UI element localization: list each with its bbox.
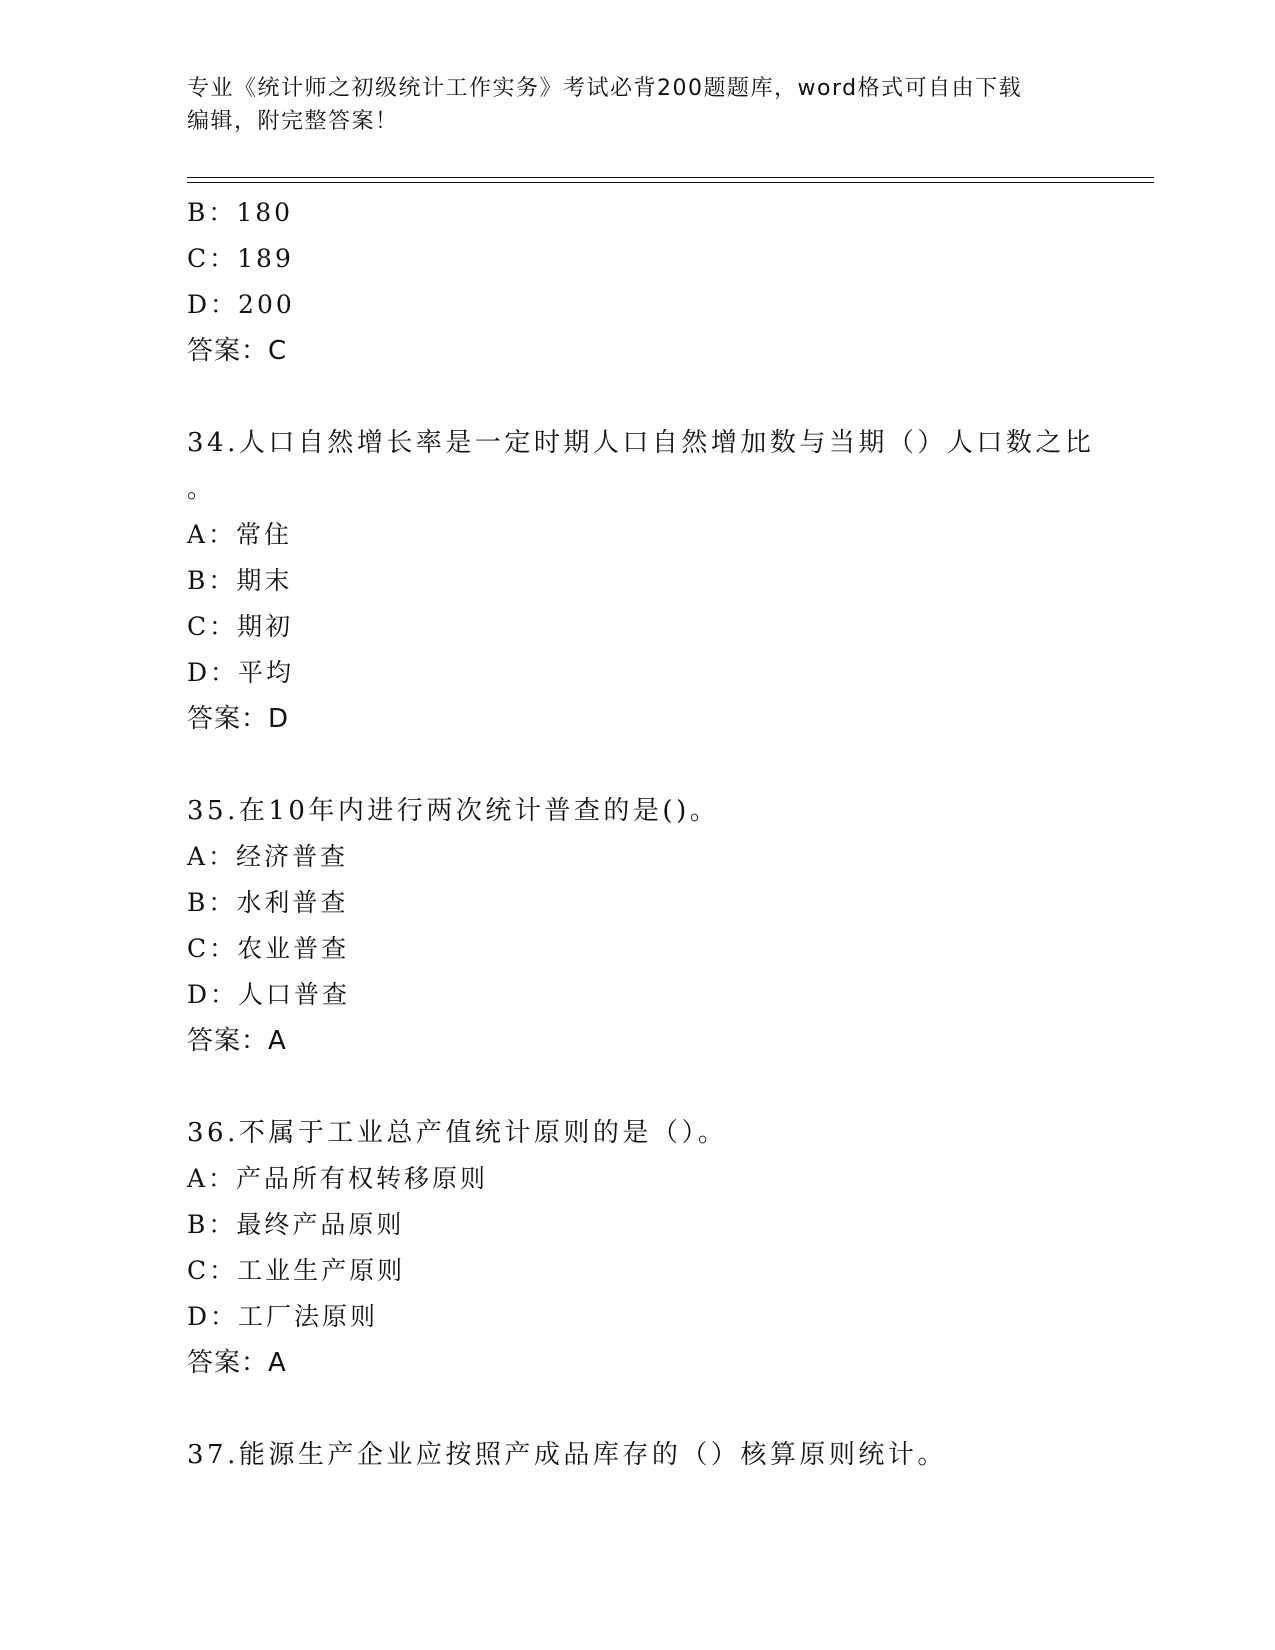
page-header — [187, 72, 1087, 138]
question-list — [187, 190, 1095, 1478]
option-c: C：工业生产原则 — [187, 1256, 406, 1285]
option-a: A：产品所有权转移原则 — [187, 1164, 489, 1193]
spacer — [187, 742, 1087, 788]
option-c: C：农业普查 — [187, 934, 350, 963]
option-a: A：经济普查 — [187, 842, 349, 871]
option-b: B：水利普查 — [187, 888, 349, 917]
option-a: A：常住 — [187, 520, 293, 549]
answer: 答案：C — [187, 336, 288, 366]
question-text-continued: 。 — [187, 474, 216, 503]
option-d: D：人口普查 — [187, 980, 351, 1009]
question-block-33 — [187, 190, 1087, 374]
header-line-1: 专业《统计师之初级统计工作实务》考试必背200题题库，word格式可自由下载 — [187, 76, 1023, 101]
option-d: D：平均 — [187, 658, 295, 687]
spacer — [187, 1064, 1087, 1110]
answer: 答案：A — [187, 1026, 287, 1056]
question-text: 34.人口自然增长率是一定时期人口自然增加数与当期（）人口数之比 — [187, 428, 1095, 458]
question-block-35 — [187, 788, 1087, 1064]
option-b: B：最终产品原则 — [187, 1210, 405, 1239]
option-d: D：200 — [187, 290, 295, 319]
question-text: 35.在10年内进行两次统计普查的是()。 — [187, 796, 720, 826]
header-line-2: 编辑，附完整答案！ — [187, 109, 399, 134]
question-block-37 — [187, 1432, 1087, 1478]
option-c: C：期初 — [187, 612, 294, 641]
spacer — [187, 1386, 1087, 1432]
answer: 答案：D — [187, 704, 290, 734]
option-c: C：189 — [187, 244, 294, 273]
option-b: B：期末 — [187, 566, 293, 595]
question-text: 37.能源生产企业应按照产成品库存的（）核算原则统计。 — [187, 1440, 947, 1470]
question-block-34 — [187, 420, 1095, 742]
header-rule-top — [187, 177, 1154, 178]
header-rule-bottom — [187, 182, 1154, 183]
question-block-36 — [187, 1110, 1087, 1386]
option-d: D：工厂法原则 — [187, 1302, 379, 1331]
option-b: B：180 — [187, 198, 294, 227]
spacer — [187, 374, 1087, 420]
answer: 答案：A — [187, 1348, 287, 1378]
question-text: 36.不属于工业总产值统计原则的是（）。 — [187, 1118, 728, 1148]
